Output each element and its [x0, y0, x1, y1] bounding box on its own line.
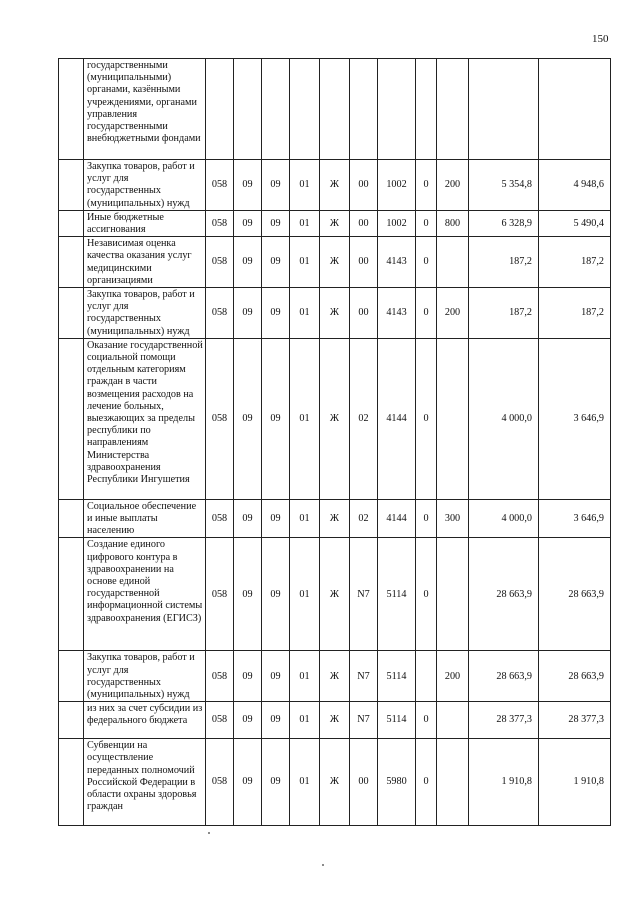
code-cell: 02	[350, 338, 378, 499]
code-cell: 0	[416, 702, 437, 739]
code-cell: 01	[290, 702, 320, 739]
row-name: государственными (муниципальными) органами, казёнными учреждениями, органами управления государственными внебюджетными фондами	[84, 59, 206, 160]
empty-cell	[59, 288, 84, 339]
code-cell: 09	[234, 739, 262, 826]
amount-cell: 28 663,9	[539, 651, 611, 702]
code-cell	[437, 739, 469, 826]
code-cell: Ж	[320, 210, 350, 236]
empty-cell	[59, 59, 84, 160]
code-cell: 200	[437, 651, 469, 702]
code-cell: 0	[416, 499, 437, 538]
code-cell: Ж	[320, 651, 350, 702]
row-name: Оказание государственной социальной помощи отдельным категориям граждан в части возмещения расходов на лечение больных, выезжающих за пределы республики по направлениям Министерства здравоохранения Республики Ингушетия	[84, 338, 206, 499]
code-cell: 00	[350, 237, 378, 288]
amount-cell: 28 663,9	[469, 538, 539, 651]
table-row	[59, 59, 611, 160]
code-cell: 00	[350, 160, 378, 211]
code-cell	[320, 59, 350, 160]
row-name: Социальное обеспечение и иные выплаты населению	[84, 499, 206, 538]
code-cell: 00	[350, 288, 378, 339]
row-name: Иные бюджетные ассигнования	[84, 210, 206, 236]
code-cell: 058	[206, 651, 234, 702]
code-cell: 4144	[378, 499, 416, 538]
amount-cell: 187,2	[539, 288, 611, 339]
code-cell: 200	[437, 288, 469, 339]
code-cell: 09	[234, 338, 262, 499]
table-row	[59, 338, 611, 499]
code-cell: 058	[206, 210, 234, 236]
code-cell: 1002	[378, 210, 416, 236]
code-cell: N7	[350, 538, 378, 651]
code-cell: 4144	[378, 338, 416, 499]
table-row	[59, 739, 611, 826]
code-cell: 0	[416, 237, 437, 288]
code-cell: 01	[290, 288, 320, 339]
code-cell: 09	[234, 499, 262, 538]
code-cell: 01	[290, 237, 320, 288]
code-cell: 09	[262, 739, 290, 826]
code-cell: 0	[416, 210, 437, 236]
code-cell: 09	[262, 702, 290, 739]
code-cell: 058	[206, 702, 234, 739]
amount-cell: 28 663,9	[539, 538, 611, 651]
code-cell: 300	[437, 499, 469, 538]
amount-cell: 4 948,6	[539, 160, 611, 211]
code-cell: 09	[234, 237, 262, 288]
row-name: Независимая оценка качества оказания услуг медицинскими организациями	[84, 237, 206, 288]
code-cell: 0	[416, 160, 437, 211]
code-cell: Ж	[320, 237, 350, 288]
code-cell: 5114	[378, 538, 416, 651]
empty-cell	[59, 237, 84, 288]
code-cell: 4143	[378, 288, 416, 339]
amount-cell: 3 646,9	[539, 338, 611, 499]
amount-cell	[469, 59, 539, 160]
code-cell: 058	[206, 160, 234, 211]
code-cell	[437, 702, 469, 739]
code-cell	[416, 651, 437, 702]
code-cell: 5114	[378, 651, 416, 702]
code-cell: 09	[262, 210, 290, 236]
row-name: из них за счет субсидии из федерального бюджета	[84, 702, 206, 739]
code-cell: 01	[290, 651, 320, 702]
table-row	[59, 499, 611, 538]
code-cell	[378, 59, 416, 160]
table-row	[59, 160, 611, 211]
row-name: Закупка товаров, работ и услуг для государственных (муниципальных) нужд	[84, 288, 206, 339]
amount-cell: 187,2	[539, 237, 611, 288]
code-cell: 09	[234, 160, 262, 211]
code-cell: Ж	[320, 538, 350, 651]
code-cell	[437, 338, 469, 499]
code-cell: Ж	[320, 160, 350, 211]
amount-cell: 6 328,9	[469, 210, 539, 236]
code-cell: 058	[206, 237, 234, 288]
code-cell: 5114	[378, 702, 416, 739]
empty-cell	[59, 702, 84, 739]
amount-cell: 4 000,0	[469, 338, 539, 499]
code-cell: 09	[262, 160, 290, 211]
code-cell: Ж	[320, 702, 350, 739]
code-cell: 09	[262, 237, 290, 288]
code-cell: 800	[437, 210, 469, 236]
code-cell: 00	[350, 210, 378, 236]
code-cell: 09	[262, 338, 290, 499]
amount-cell: 1 910,8	[539, 739, 611, 826]
amount-cell: 187,2	[469, 237, 539, 288]
empty-cell	[59, 160, 84, 211]
code-cell: 09	[234, 651, 262, 702]
row-name: Закупка товаров, работ и услуг для государственных (муниципальных) нужд	[84, 160, 206, 211]
amount-cell: 28 663,9	[469, 651, 539, 702]
code-cell: N7	[350, 651, 378, 702]
code-cell: 01	[290, 338, 320, 499]
amount-cell	[539, 59, 611, 160]
table-row	[59, 538, 611, 651]
code-cell: 200	[437, 160, 469, 211]
amount-cell: 28 377,3	[539, 702, 611, 739]
empty-cell	[59, 538, 84, 651]
code-cell: 058	[206, 739, 234, 826]
page-number: 150	[592, 33, 609, 45]
amount-cell: 28 377,3	[469, 702, 539, 739]
scan-speck	[322, 864, 324, 866]
code-cell: 058	[206, 338, 234, 499]
code-cell: 09	[262, 288, 290, 339]
table-row	[59, 702, 611, 739]
code-cell: Ж	[320, 499, 350, 538]
row-name: Создание единого цифрового контура в здравоохранении на основе единой государственной информационной системы здравоохранения (ЕГИСЗ)	[84, 538, 206, 651]
code-cell: 09	[262, 651, 290, 702]
table-row	[59, 651, 611, 702]
code-cell: 058	[206, 499, 234, 538]
amount-cell: 1 910,8	[469, 739, 539, 826]
code-cell: 1002	[378, 160, 416, 211]
code-cell: Ж	[320, 338, 350, 499]
code-cell	[234, 59, 262, 160]
budget-table	[58, 58, 611, 826]
code-cell: 058	[206, 288, 234, 339]
code-cell	[416, 59, 437, 160]
code-cell	[206, 59, 234, 160]
code-cell: 01	[290, 210, 320, 236]
code-cell: 09	[262, 538, 290, 651]
code-cell: 01	[290, 538, 320, 651]
row-name: Субвенции на осуществление переданных полномочий Российской Федерации в области охраны здоровья граждан	[84, 739, 206, 826]
code-cell: 02	[350, 499, 378, 538]
code-cell	[437, 538, 469, 651]
table-row	[59, 288, 611, 339]
table-row	[59, 210, 611, 236]
code-cell: 058	[206, 538, 234, 651]
code-cell	[437, 237, 469, 288]
empty-cell	[59, 338, 84, 499]
empty-cell	[59, 499, 84, 538]
code-cell: 00	[350, 739, 378, 826]
code-cell: 01	[290, 160, 320, 211]
code-cell: Ж	[320, 739, 350, 826]
empty-cell	[59, 210, 84, 236]
row-name: Закупка товаров, работ и услуг для государственных (муниципальных) нужд	[84, 651, 206, 702]
code-cell	[437, 59, 469, 160]
code-cell: 0	[416, 739, 437, 826]
code-cell: 0	[416, 338, 437, 499]
code-cell	[290, 59, 320, 160]
code-cell: 01	[290, 739, 320, 826]
amount-cell: 187,2	[469, 288, 539, 339]
code-cell: 0	[416, 538, 437, 651]
amount-cell: 5 490,4	[539, 210, 611, 236]
code-cell: 5980	[378, 739, 416, 826]
code-cell: 01	[290, 499, 320, 538]
code-cell: 09	[234, 288, 262, 339]
code-cell: N7	[350, 702, 378, 739]
empty-cell	[59, 651, 84, 702]
code-cell: 4143	[378, 237, 416, 288]
code-cell	[350, 59, 378, 160]
code-cell	[262, 59, 290, 160]
code-cell: 09	[234, 210, 262, 236]
empty-cell	[59, 739, 84, 826]
amount-cell: 3 646,9	[539, 499, 611, 538]
amount-cell: 4 000,0	[469, 499, 539, 538]
table-row	[59, 237, 611, 288]
code-cell: 0	[416, 288, 437, 339]
scan-speck	[208, 832, 210, 834]
code-cell: Ж	[320, 288, 350, 339]
code-cell: 09	[262, 499, 290, 538]
amount-cell: 5 354,8	[469, 160, 539, 211]
code-cell: 09	[234, 538, 262, 651]
code-cell: 09	[234, 702, 262, 739]
